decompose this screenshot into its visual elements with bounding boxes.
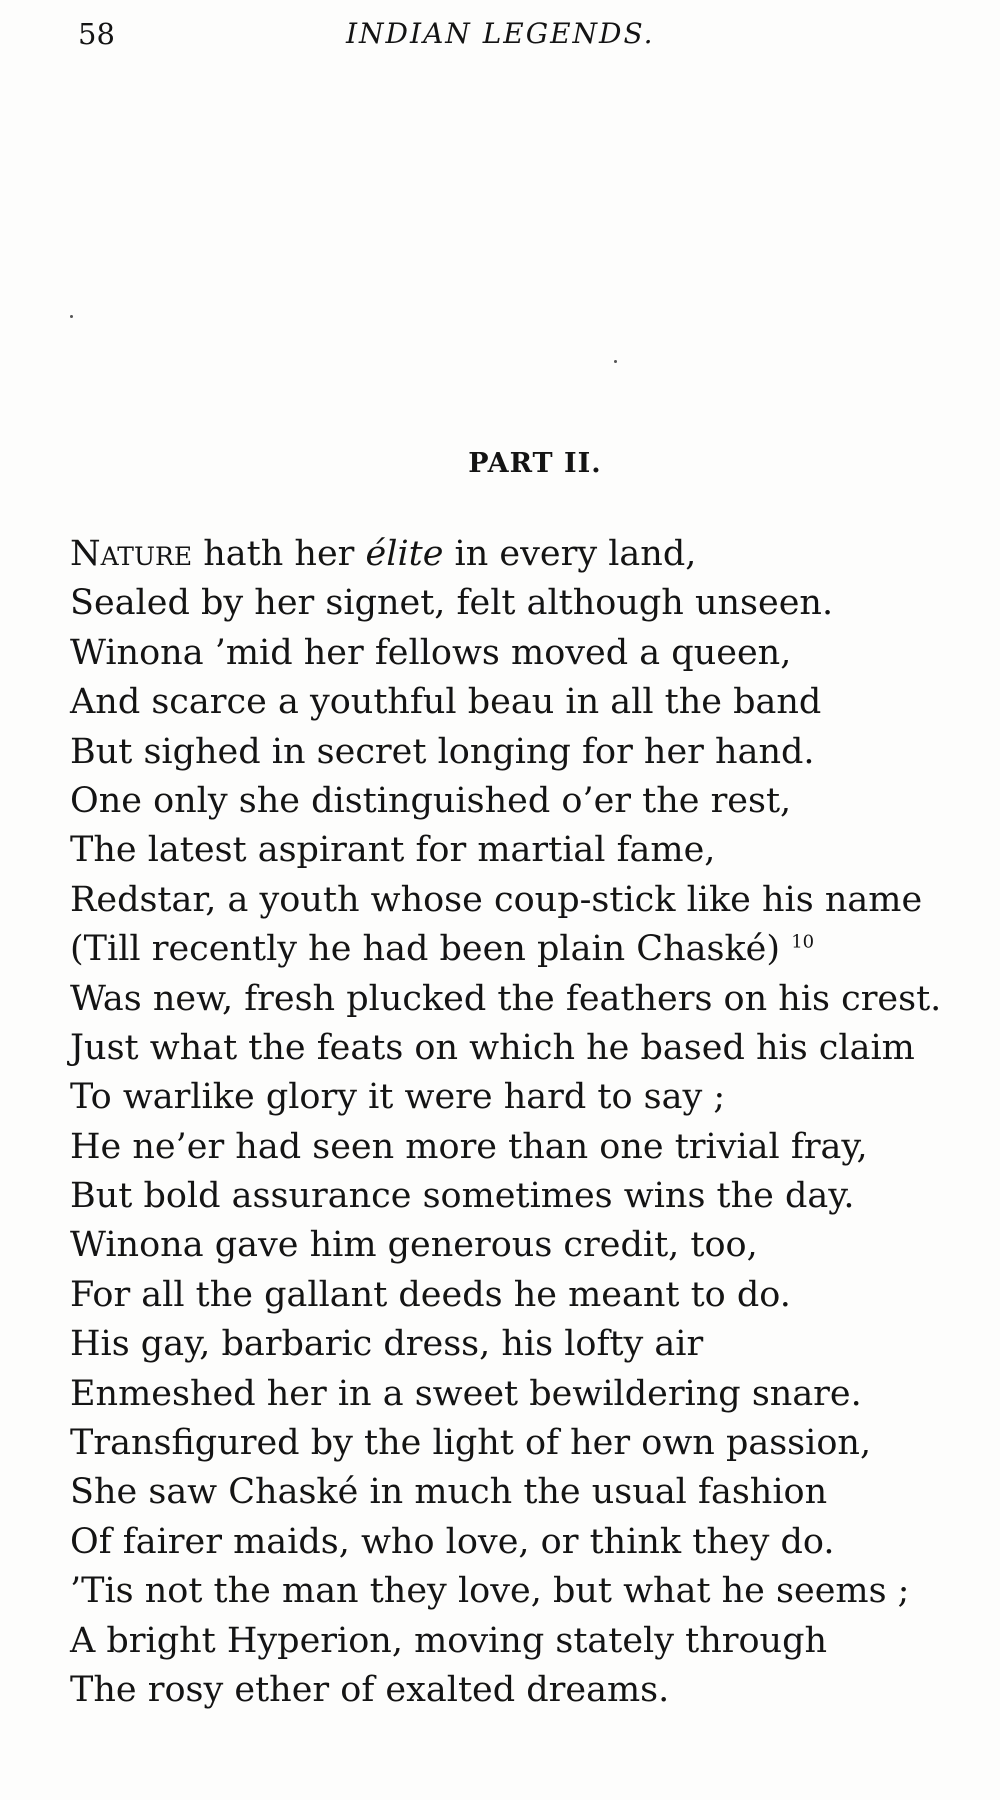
- poem-line: A bright Hyperion, moving stately through: [70, 1620, 828, 1661]
- poem-line: Sealed by her signet, felt although unseen.: [70, 583, 834, 624]
- poem-line: She saw Chaské in much the usual fashion: [70, 1472, 828, 1513]
- poem-body: [70, 530, 970, 1715]
- poem-line: Of fairer maids, who love, or think they do.: [70, 1521, 835, 1562]
- running-title: INDIAN LEGENDS.: [346, 17, 655, 50]
- line-fragment: hath her: [192, 534, 366, 574]
- italic-word: élite: [365, 534, 444, 574]
- poem-line: Winona ’mid her fellows moved a queen,: [70, 632, 792, 673]
- poem-line: [70, 925, 970, 974]
- print-speck: [614, 360, 617, 363]
- print-speck: [70, 315, 73, 318]
- poem-line: To warlike glory it were hard to say ;: [70, 1077, 726, 1118]
- poem-line: Transfigured by the light of her own passion,: [70, 1423, 872, 1464]
- part-heading: PART II.: [468, 448, 602, 479]
- poem-line: Just what the feats on which he based his claim: [70, 1027, 915, 1068]
- poem-line: But bold assurance sometimes wins the day.: [70, 1176, 855, 1217]
- page-header: [78, 14, 938, 54]
- poem-line: [70, 530, 970, 579]
- line-fragment: in every land,: [443, 534, 697, 574]
- poem-line: ’Tis not the man they love, but what he seems ;: [70, 1571, 910, 1612]
- poem-line: The latest aspirant for martial fame,: [70, 830, 716, 871]
- poem-line: But sighed in secret longing for her hand.: [70, 731, 815, 772]
- poem-line: And scarce a youthful beau in all the band: [70, 682, 822, 723]
- poem-line: He ne’er had seen more than one trivial fray,: [70, 1126, 868, 1167]
- poem-line: Was new, fresh plucked the feathers on his crest.: [70, 978, 942, 1019]
- page-number: 58: [78, 17, 115, 51]
- opening-word: Nature: [70, 534, 193, 574]
- line-fragment: (Till recently he had been plain Chaské): [70, 929, 781, 970]
- poem-line: Winona gave him generous credit, too,: [70, 1225, 758, 1266]
- poem-line: His gay, barbaric dress, his lofty air: [70, 1324, 704, 1365]
- poem-line: Enmeshed her in a sweet bewildering snare.: [70, 1373, 862, 1414]
- poem-line: The rosy ether of exalted dreams.: [70, 1669, 670, 1710]
- poem-line: Redstar, a youth whose coup-stick like his name: [70, 879, 923, 920]
- poem-line: For all the gallant deeds he meant to do.: [70, 1274, 791, 1315]
- footnote-marker: 10: [791, 931, 815, 953]
- poem-line: One only she distinguished o’er the rest,: [70, 780, 792, 821]
